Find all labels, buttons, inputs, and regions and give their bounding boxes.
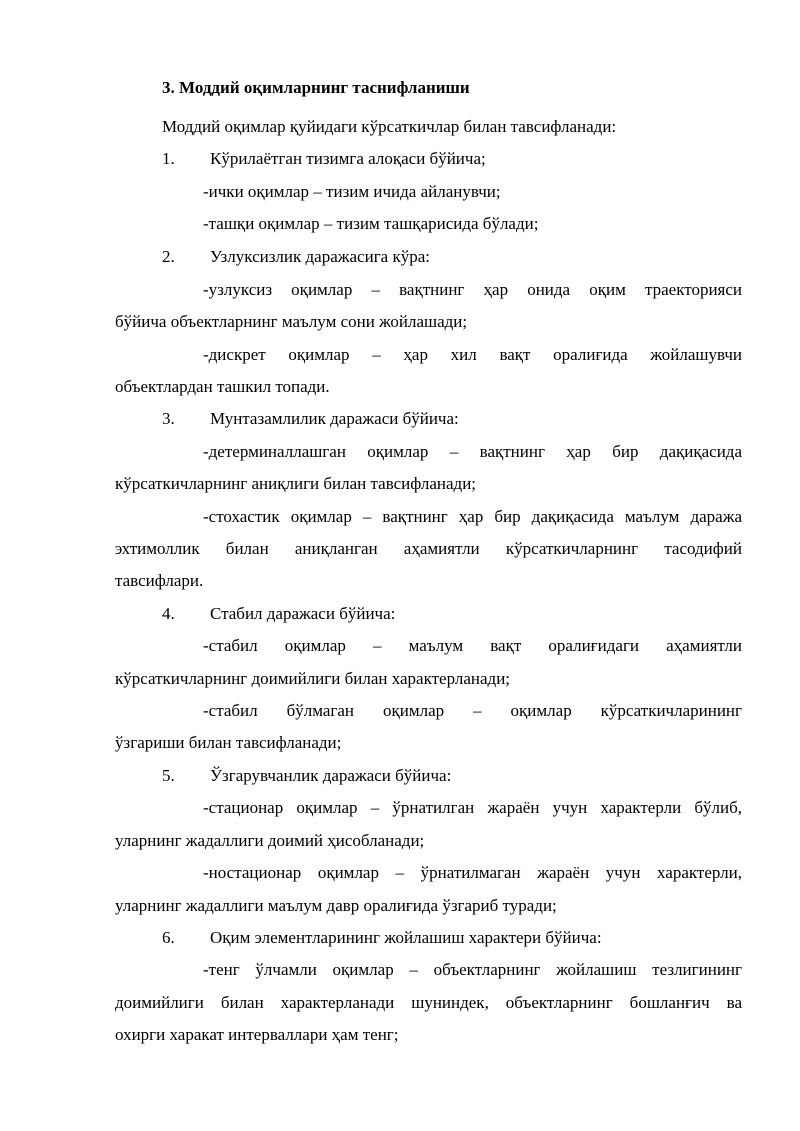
- paragraph-line: -стабил бўлмаган оқимлар – оқимлар кўрсаткичларининг: [203, 701, 742, 720]
- paragraph-line: -тенг ўлчамли оқимлар – объектларнинг жойлашиш тезлигининг: [203, 960, 742, 979]
- paragraph-line: ўзгариши билан тавсифланади;: [115, 733, 342, 752]
- paragraph-line: -ички оқимлар – тизим ичида айланувчи;: [203, 182, 501, 201]
- item-number: 1.: [162, 149, 175, 168]
- section-heading: 3. Моддий оқимларнинг таснифланиши: [162, 78, 470, 97]
- paragraph-line: эхтимоллик билан аниқланган аҳамиятли кўрсаткичларнинг тасодифий: [115, 539, 742, 558]
- paragraph-line: доимийлиги билан характерланади шуниндек, объектларнинг бошланғич ва: [115, 993, 742, 1012]
- paragraph-line: охирги харакат интерваллари ҳам тенг;: [115, 1025, 399, 1044]
- item-number: 3.: [162, 409, 175, 428]
- paragraph-line: -стохастик оқимлар – вақтнинг ҳар бир дақиқасида маълум даража: [203, 507, 742, 526]
- paragraph-line: -стационар оқимлар – ўрнатилган жараён учун характерли бўлиб,: [203, 798, 742, 817]
- paragraph-line: -ташқи оқимлар – тизим ташқарисида бўлади;: [203, 214, 539, 233]
- paragraph-line: тавсифлари.: [115, 571, 204, 590]
- item-title: Мунтазамлилик даражаси бўйича:: [210, 409, 459, 428]
- item-number: 2.: [162, 247, 175, 266]
- item-number: 4.: [162, 604, 175, 623]
- paragraph-line: уларнинг жадаллиги маълум давр оралиғида ўзгариб туради;: [115, 896, 557, 915]
- item-number: 6.: [162, 928, 175, 947]
- item-title: Стабил даражаси бўйича:: [210, 604, 396, 623]
- paragraph-line: кўрсаткичларнинг аниқлиги билан тавсифланади;: [115, 474, 477, 493]
- paragraph-line: кўрсаткичларнинг доимийлиги билан характерланади;: [115, 669, 511, 688]
- item-title: Узлуксизлик даражасига кўра:: [210, 247, 430, 266]
- paragraph-line: -узлуксиз оқимлар – вақтнинг ҳар онида оқим траекторияси: [203, 280, 742, 299]
- item-number: 5.: [162, 766, 175, 785]
- item-title: Ўзгарувчанлик даражаси бўйича:: [210, 766, 452, 785]
- paragraph-line: -дискрет оқимлар – ҳар хил вақт оралиғида жойлашувчи: [203, 345, 742, 364]
- item-title: Оқим элементларининг жойлашиш характери бўйича:: [210, 928, 602, 947]
- paragraph-line: -ностационар оқимлар – ўрнатилмаган жараён учун характерли,: [203, 863, 742, 882]
- item-title: Кўрилаётган тизимга алоқаси бўйича;: [210, 149, 486, 168]
- paragraph-line: объектлардан ташкил топади.: [115, 377, 330, 396]
- paragraph-line: -стабил оқимлар – маълум вақт оралиғидаги аҳамиятли: [203, 636, 742, 655]
- paragraph-line: -детерминаллашган оқимлар – вақтнинг ҳар бир дақиқасида: [203, 442, 742, 461]
- intro-text: Моддий оқимлар қуйидаги кўрсаткичлар билан тавсифланади:: [162, 117, 617, 136]
- paragraph-line: уларнинг жадаллиги доимий ҳисобланади;: [115, 831, 425, 850]
- paragraph-line: бўйича объектларнинг маълум сони жойлашади;: [115, 312, 468, 331]
